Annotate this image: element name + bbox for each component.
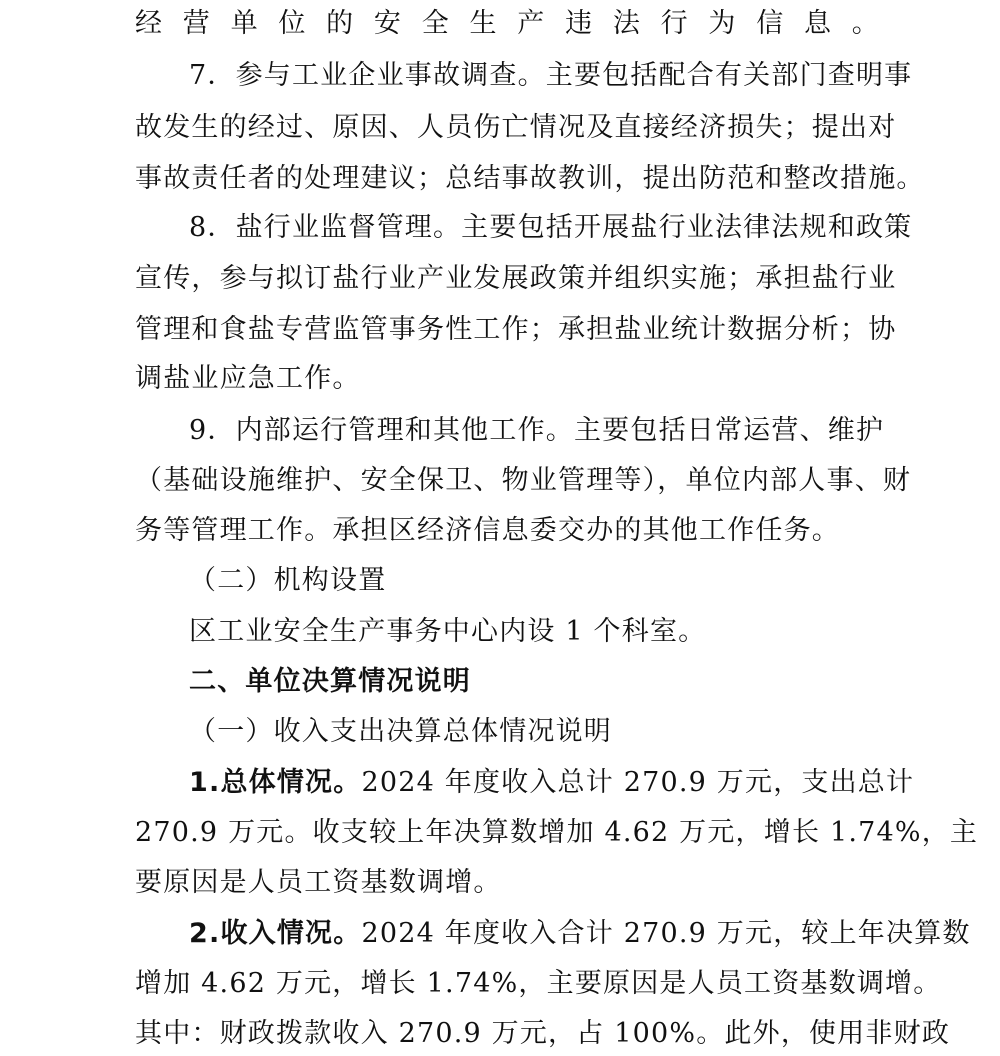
- paragraph-line: （基础设施维护、安全保卫、物业管理等），单位内部人事、财: [135, 465, 912, 496]
- paragraph-line: 经营单位的安全生产违法行为信息。: [135, 8, 880, 39]
- paragraph-line: [189, 918, 971, 949]
- paragraph-line: 8．盐行业监督管理。主要包括开展盐行业法律法规和政策: [189, 212, 913, 243]
- paragraph-line: 7．参与工业企业事故调查。主要包括配合有关部门查明事: [189, 60, 913, 91]
- paragraph-line: 其中：财政拨款收入 270.9 万元，占 100%。此外，使用非财政: [135, 1018, 951, 1049]
- paragraph-text: 2024 年度收入合计 270.9 万元，较上年决算数: [361, 918, 971, 949]
- paragraph-line: 要原因是人员工资基数调增。: [135, 867, 502, 898]
- paragraph-line: 宣传，参与拟订盐行业产业发展政策并组织实施；承担盐行业: [135, 263, 897, 294]
- paragraph-line: 270.9 万元。收支较上年决算数增加 4.62 万元，增长 1.74%，主: [135, 817, 979, 848]
- paragraph-line: [189, 767, 915, 798]
- paragraph-line: 9．内部运行管理和其他工作。主要包括日常运营、维护: [189, 415, 885, 446]
- section-heading: 二、单位决算情况说明: [189, 666, 471, 697]
- paragraph-text: 2024 年度收入总计 270.9 万元，支出总计: [361, 767, 915, 798]
- section-subheading: （二）机构设置: [189, 565, 387, 596]
- paragraph-lead-bold: 2.收入情况。: [189, 918, 362, 949]
- paragraph-line: 管理和食盐专营监管事务性工作；承担盐业统计数据分析；协: [135, 314, 897, 345]
- paragraph-line: 故发生的经过、原因、人员伤亡情况及直接经济损失；提出对: [135, 112, 897, 143]
- paragraph-line: 增加 4.62 万元，增长 1.74%，主要原因是人员工资基数调增。: [135, 968, 942, 999]
- paragraph-line: 事故责任者的处理建议；总结事故教训，提出防范和整改措施。: [135, 163, 925, 194]
- paragraph-lead-bold: 1.总体情况。: [189, 767, 362, 798]
- section-subheading: （一）收入支出决算总体情况说明: [189, 716, 612, 747]
- paragraph-line: 务等管理工作。承担区经济信息委交办的其他工作任务。: [135, 515, 840, 546]
- paragraph-line: 区工业安全生产事务中心内设 1 个科室。: [189, 616, 707, 647]
- paragraph-line: 调盐业应急工作。: [135, 363, 361, 394]
